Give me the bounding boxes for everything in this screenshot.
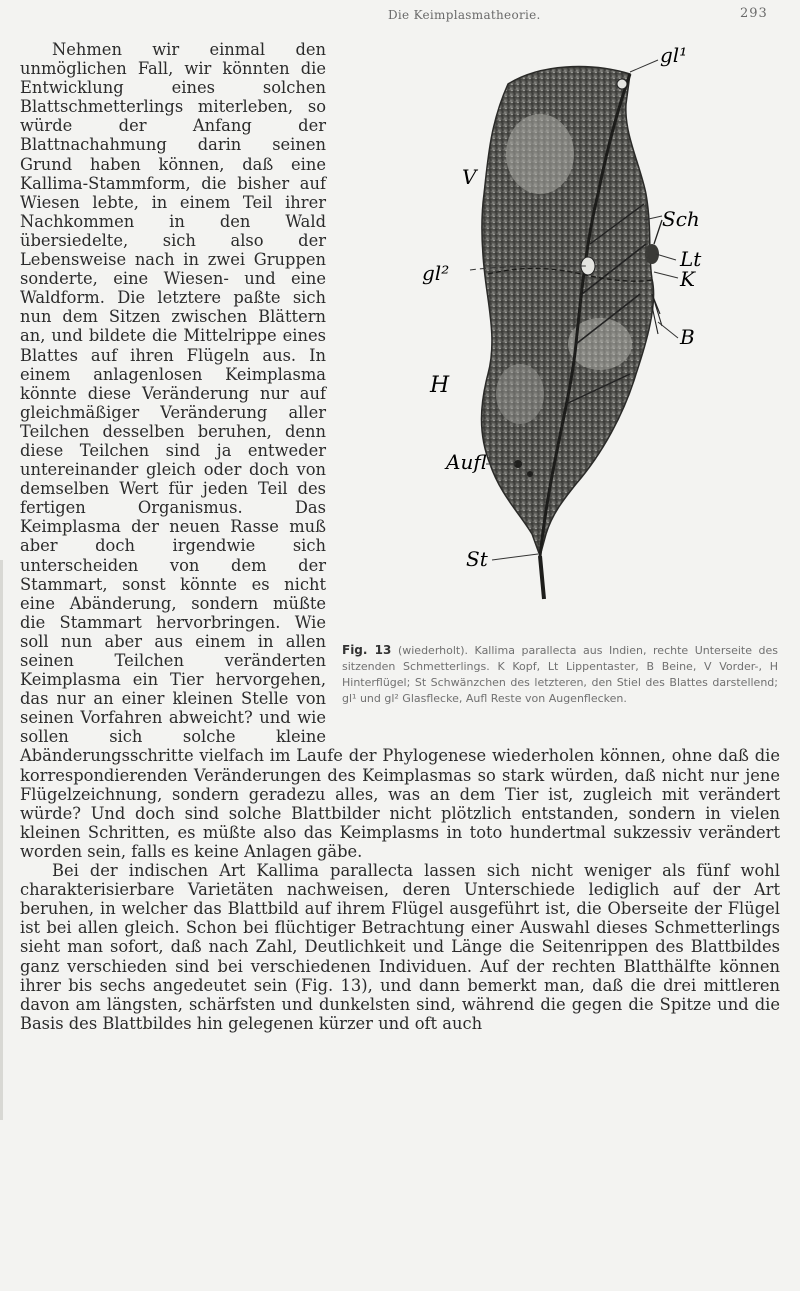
label-lt: Lt (680, 247, 702, 271)
scan-edge (0, 560, 3, 1120)
page-header (0, 6, 800, 26)
label-st: St (466, 547, 488, 571)
paragraph-1: Nehmen wir einmal den unmöglichen Fall, wir könnten die Entwicklung eines solchen Blattschmetterlings miterleben, so würde der Anfang der Blattnachahmung darin seinen Grund haben können, daß eine Kallima-Stammform, die bisher auf Wiesen lebte, in einem Teil ihrer Nachkommen in den Wald übersiedelte, sich also der Lebensweise nach in zwei Gruppen sonderte, eine Wiesen- und eine Waldform. Die letztere paßte sich nun dem Sitzen zwischen Blättern an, und bildete die Mittelrippe eines Blattes auf ihren Flügeln aus. In einem anlagenlosen Keimplasma könnte diese Veränderung nur auf gleichmäßiger Veränderung aller Teilchen desselben beruhen, denn diese Teilchen sind ja entweder untereinander gleich oder doch von demselben Wert für jeden Teil des fertigen Organismus. Das Keimplasma der neuen Rasse muß aber doch irgendwie sich unterscheiden von dem der Stammart, sonst könnte es nicht eine Abänderung, sondern müßte die Stammart hervorbringen. Wie soll nun aber aus einem in allen seinen Teilchen veränderten Keimplasma ein Tier hervorgehen, das nur an einer kleinen Stelle von seinen Vorfahren abweicht? und wie sollen sich solche kleine Abänderungsschritte vielfach im Laufe der Phylogenese wiederholen können, ohne daß die korrespondierenden Veränderungen des Keimplasmas so stark würden, daß nicht nur jene Flügelzeichnung, sondern geradezu alles, was an dem Tier ist, zugleich mit verändert würde? Und doch sind solche Blattbilder nicht plötzlich entstanden, sondern in vielen kleinen Schritten, es müßte also das Keimplasms in toto hundertmal sukzessiv verändert worden sein, falls es keine Anlagen gäbe. (20, 40, 780, 861)
label-b: B (680, 325, 695, 349)
label-v: V (462, 165, 477, 189)
label-k: K (680, 267, 695, 291)
figure-caption (342, 642, 778, 707)
body-text (20, 40, 780, 1033)
running-title: Die Keimplasmatheorie. (388, 8, 541, 22)
page-number: 293 (740, 6, 768, 21)
label-gl1: gl¹ (660, 44, 688, 67)
paragraph-2: Bei der indischen Art Kallima parallecta lassen sich nicht weniger als fünf wohl charakterisierbare Varietäten nachweisen, deren Unterschiede lediglich auf der Art beruhen, in welcher das Blattbild auf ihrem Flügel ausgeführt ist, die Oberseite der Flügel ist bei allen gleich. Schon bei flüchtiger Betrachtung einer Auswahl dieses Schmetterlings sieht man sofort, daß nach Zahl, Deutlichkeit und Länge die Seitenrippen des Blattbildes ganz verschieden sind bei verschiedenen Individuen. Auf der rechten Blatthälfte können ihrer bis sechs angedeutet sein (Fig. 13), und dann bemerkt man, daß die drei mittleren davon am längsten, schärfsten und dunkelsten sind, während die gegen die Spitze und die Basis des Blattbildes hin gelegenen kürzer und oft auch (20, 861, 780, 1033)
kallima-leaf-butterfly-drawing (340, 44, 780, 644)
caption-text: (wiederholt). Kallima parallecta aus Indien, rechte Unterseite des sitzenden Schmetterlings. K Kopf, Lt Lippentaster, B Beine, V Vorder-, H Hinterflügel; St Schwänzchen des letzteren, den Stiel des Blattes darstellend; gl¹ und gl² Glasflecke, Aufl Reste von Augenflecken. (342, 644, 779, 705)
label-aufl: Aufl (446, 450, 487, 474)
label-sch: Sch (662, 207, 700, 231)
caption-label: Fig. 13 (342, 643, 392, 657)
label-gl2: gl² (422, 261, 450, 285)
label-h: H (430, 373, 450, 398)
butterfly-illustration (340, 44, 780, 644)
figure-13 (340, 44, 780, 734)
